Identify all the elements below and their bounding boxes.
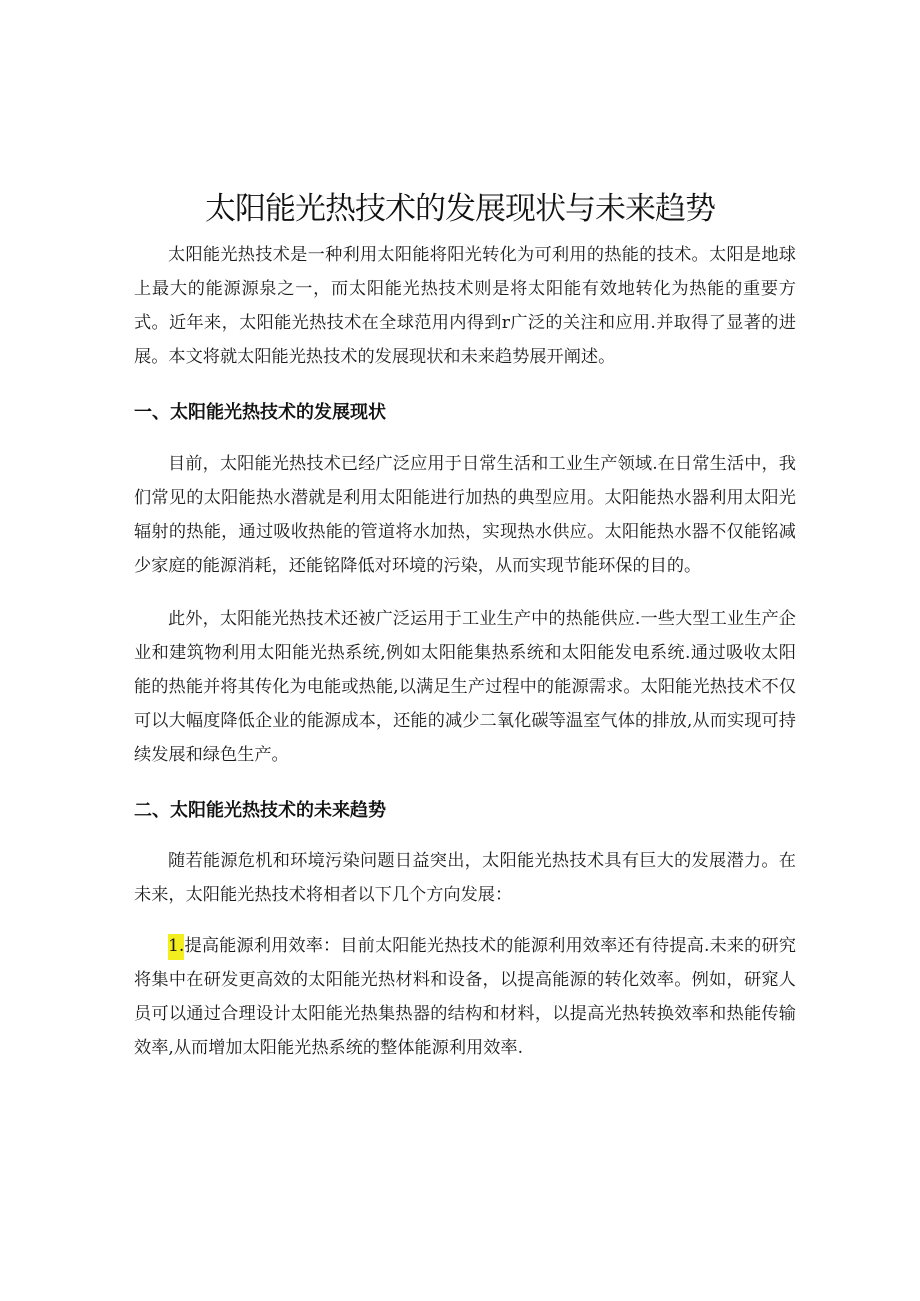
list-marker-highlight: 1. xyxy=(168,934,184,960)
section-1-paragraph-1: 目前，太阳能光热技术已经广泛应用于日常生活和工业生产领域.在日常生活中，我们常见的太阳能热水潜就是利用太阳能进行加热的典型应用。太阳能热水器利用太阳光辐射的热能，通过吸收热能的管道将水加热，实现热水供应。太阳能热水器不仅能铭减少家庭的能源消耗，还能铭降低对环境的污染，从而实现节能环保的目的。 xyxy=(134,454,796,576)
document-title: 太阳能光热技术的发展现状与未来趋势 xyxy=(205,190,715,227)
section-2-paragraph-1: 随若能源危机和环境污染问题日益突出，太阳能光热技术具有巨大的发展潜力。在未来，太阳能光热技术将相者以下几个方向发展： xyxy=(134,851,796,905)
list-item-text: 提高能源利用效率：目前太阳能光热技术的能源利用效率还有待提高.未来的研究将集中在研发更高效的太阳能光热材料和设备，以提高能源的转化效率。例如，研窕人员可以通过合理设计太阳能光热集热器的结构和材料，以提高光热转换效率和热能传输效率,从而增加太阳能光热系统的整体能源利用效率. xyxy=(134,936,796,1058)
section-2-heading: 二、太阳能光热技术的未来趋势 xyxy=(134,800,386,821)
section-2-list-item-1 xyxy=(134,929,796,1065)
section-1-paragraph-2: 此外，太阳能光热技术还被广泛运用于工业生产中的热能供应.一些大型工业生产企业和建筑物利用太阳能光热系统,例如太阳能集热系统和太阳能发电系统.通过吸收太阳能的热能并将其传化为电能或热能,以满足生产过程中的能源需求。太阳能光热技术不仅可以大幅度降低企业的能源成本，还能的减少二氧化碳等温室气体的排放,从而实现可持续发展和绿色生产。 xyxy=(134,609,796,765)
intro-paragraph: 太阳能光热技术是一种利用太阳能将阳光转化为可利用的热能的技术。太阳是地球上最大的能源源泉之一，而太阳能光热技术则是将太阳能有效地转化为热能的重要方式。近年来，太阳能光热技术在全球范用内得到r广泛的关注和应用.并取得了显著的进展。本文将就太阳能光热技术的发展现状和未来趋势展开阐述。 xyxy=(134,245,796,367)
section-1-heading: 一、太阳能光热技术的发展现状 xyxy=(134,402,386,423)
